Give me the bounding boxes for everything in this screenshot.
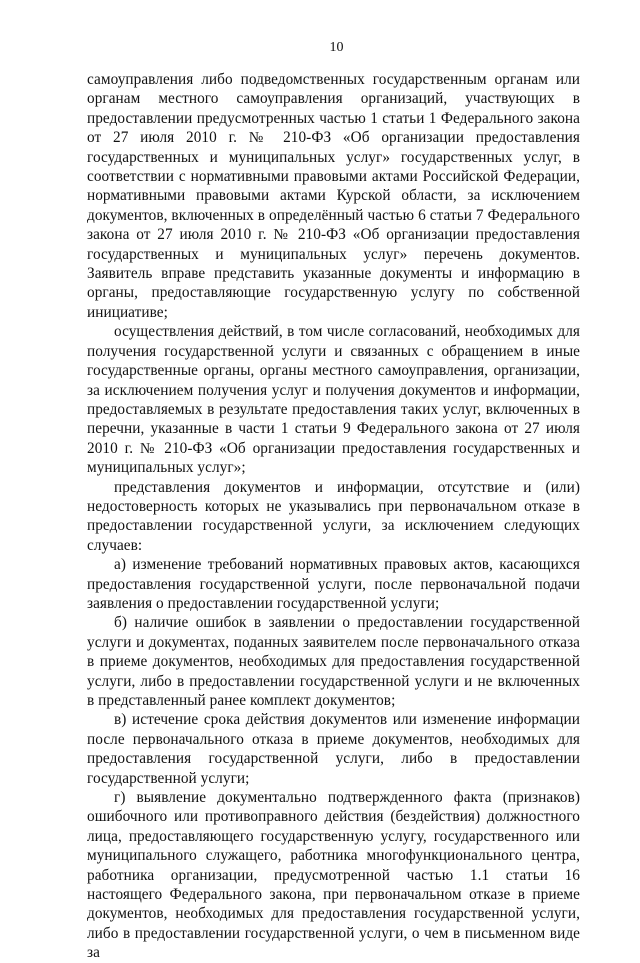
paragraph: б) наличие ошибок в заявлении о предоставлении государственной услуги и документах, поданных заявителем после первоначального отказа в приеме документов, необходимых для предоставления государственной услуги, либо в предоставлении государственной услуги и не включенных в представленный ранее комплект документов;	[87, 614, 580, 709]
page-number: 10	[329, 40, 344, 55]
paragraph: в) истечение срока действия документов или изменение информации после первоначального отказа в приеме документов, необходимых для предоставления государственной услуги, либо в предоставлении государственной услуги;	[87, 711, 580, 787]
paragraph: осуществления действий, в том числе согласований, необходимых для получения государственной услуги и связанных с обращением в иные государственные органы, органы местного самоуправления, организации, за исключением получения услуг и получения документов и информации, предоставляемых в результате предоставления таких услуг, включенных в перечни, указанные в части 1 статьи 9 Федерального закона от 27 июля 2010 г. № 210-ФЗ «Об организации предоставления государственных и муниципальных услуг»;	[87, 323, 580, 477]
paragraph: г) выявление документально подтвержденного факта (признаков) ошибочного или противоправного действия (бездействия) должностного лица, предоставляющего государственную услугу, государственного или муниципального служащего, работника многофункционального центра, работника организации, предусмотренной частью 1.1 статьи 16 настоящего Федерального закона, при первоначальном отказе в приеме документов, необходимых для предоставления государственной услуги, либо в предоставлении государственной услуги, о чем в письменном виде за	[87, 789, 580, 962]
paragraph: самоуправления либо подведомственных государственным органам или органам местного самоуправления организаций, участвующих в предоставлении предусмотренных частью 1 статьи 1 Федерального закона от 27 июля 2010 г. № 210-ФЗ «Об организации предоставления государственных и муниципальных услуг» государственных услуг, в соответствии с нормативными правовыми актами Российской Федерации, нормативными правовыми актами Курской области, за исключением документов, включенных в определённый частью 6 статьи 7 Федерального закона от 27 июля 2010 г. № 210-ФЗ «Об организации предоставления государственных и муниципальных услуг» перечень документов. Заявитель вправе представить указанные документы и информацию в органы, предоставляющие государственную услугу по собственной инициативе;	[87, 71, 580, 321]
document-body	[87, 70, 580, 963]
paragraph: представления документов и информации, отсутствие и (или) недостоверность которых не указывались при первоначальном отказе в предоставлении государственной услуги, за исключением следующих случаев:	[87, 478, 580, 554]
paragraph: а) изменение требований нормативных правовых актов, касающихся предоставления государственной услуги, после первоначальной подачи заявления о предоставлении государственной услуги;	[87, 556, 580, 612]
